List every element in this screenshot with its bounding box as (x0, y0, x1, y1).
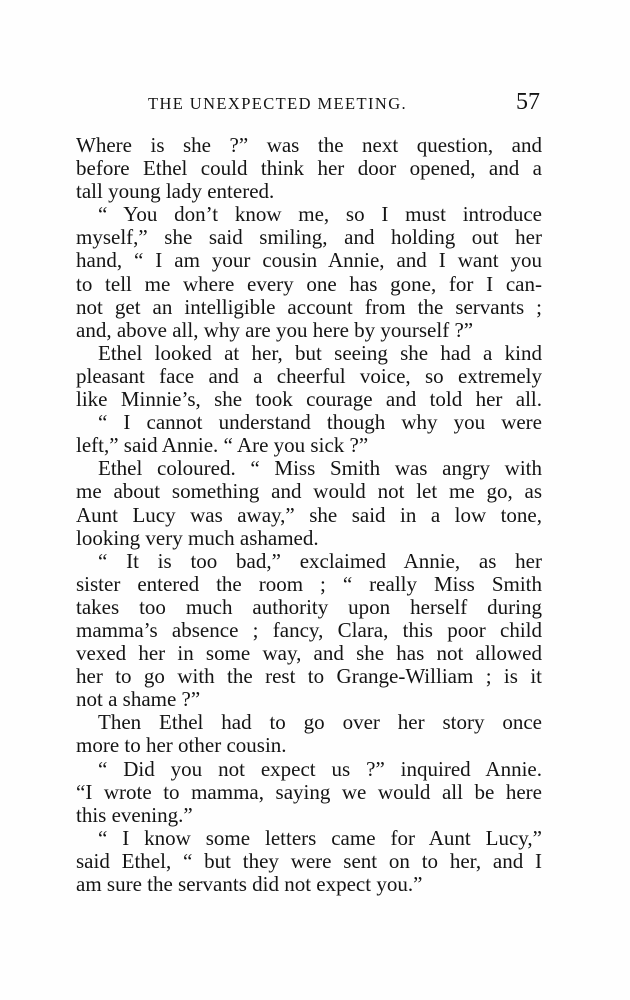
text-line: to tell me where every one has gone, for I can- (76, 271, 542, 296)
text-line: like Minnie’s, she took courage and told her all. (76, 387, 542, 412)
text-line: “I wrote to mamma, saying we would all be here (76, 779, 542, 804)
running-title: THE UNEXPECTED MEETING. (148, 94, 408, 113)
text-line: more to her other cousin. (76, 733, 287, 758)
text-line: Aunt Lucy was away,” she said in a low tone, (76, 502, 542, 527)
text-line: vexed her in some way, and she has not allowed (76, 641, 542, 666)
text-line: pleasant face and a cheerful voice, so extremely (76, 363, 542, 388)
text-line: am sure the servants did not expect you.” (76, 872, 423, 896)
text-line: me about something and would not let me go, as (76, 479, 542, 504)
text-line: hand, “ I am your cousin Annie, and I want you (76, 248, 542, 273)
text-line: not get an intelligible account from the servants ; (76, 294, 542, 319)
text-line: tall young lady entered. (76, 179, 275, 204)
text-line: “ Did you not expect us ?” inquired Annie. (98, 756, 542, 781)
text-line: Ethel looked at her, but seeing she had a kind (98, 340, 542, 365)
text-line: this evening.” (76, 802, 193, 827)
running-head (76, 89, 542, 122)
body-text (76, 134, 542, 896)
text-line: Ethel coloured. “ Miss Smith was angry with (98, 456, 542, 481)
text-line: myself,” she said smiling, and holding out her (76, 225, 542, 250)
text-line: Where is she ?” was the next question, and (76, 133, 542, 157)
text-line: and, above all, why are you here by yourself ?” (76, 317, 474, 342)
text-line: her to go with the rest to Grange-William ; is it (76, 664, 542, 689)
text-line: Then Ethel had to go over her story once (98, 710, 542, 735)
text-line: before Ethel could think her door opened, and a (76, 156, 542, 181)
text-line: “ You don’t know me, so I must introduce (98, 202, 542, 227)
text-line: looking very much ashamed. (76, 525, 319, 550)
text-line: mamma’s absence ; fancy, Clara, this poor child (76, 617, 542, 642)
page-number: 57 (516, 89, 540, 115)
text-line: “ I cannot understand though why you were (98, 410, 542, 435)
text-line: takes too much authority upon herself during (76, 594, 542, 619)
text-line: not a shame ?” (76, 687, 201, 712)
text-line: “ It is too bad,” exclaimed Annie, as her (98, 548, 542, 573)
text-line: left,” said Annie. “ Are you sick ?” (76, 433, 369, 458)
text-line: sister entered the room ; “ really Miss Smith (76, 571, 542, 596)
text-line: “ I know some letters came for Aunt Lucy,” (98, 825, 542, 850)
text-line: said Ethel, “ but they were sent on to her, and I (76, 848, 542, 873)
